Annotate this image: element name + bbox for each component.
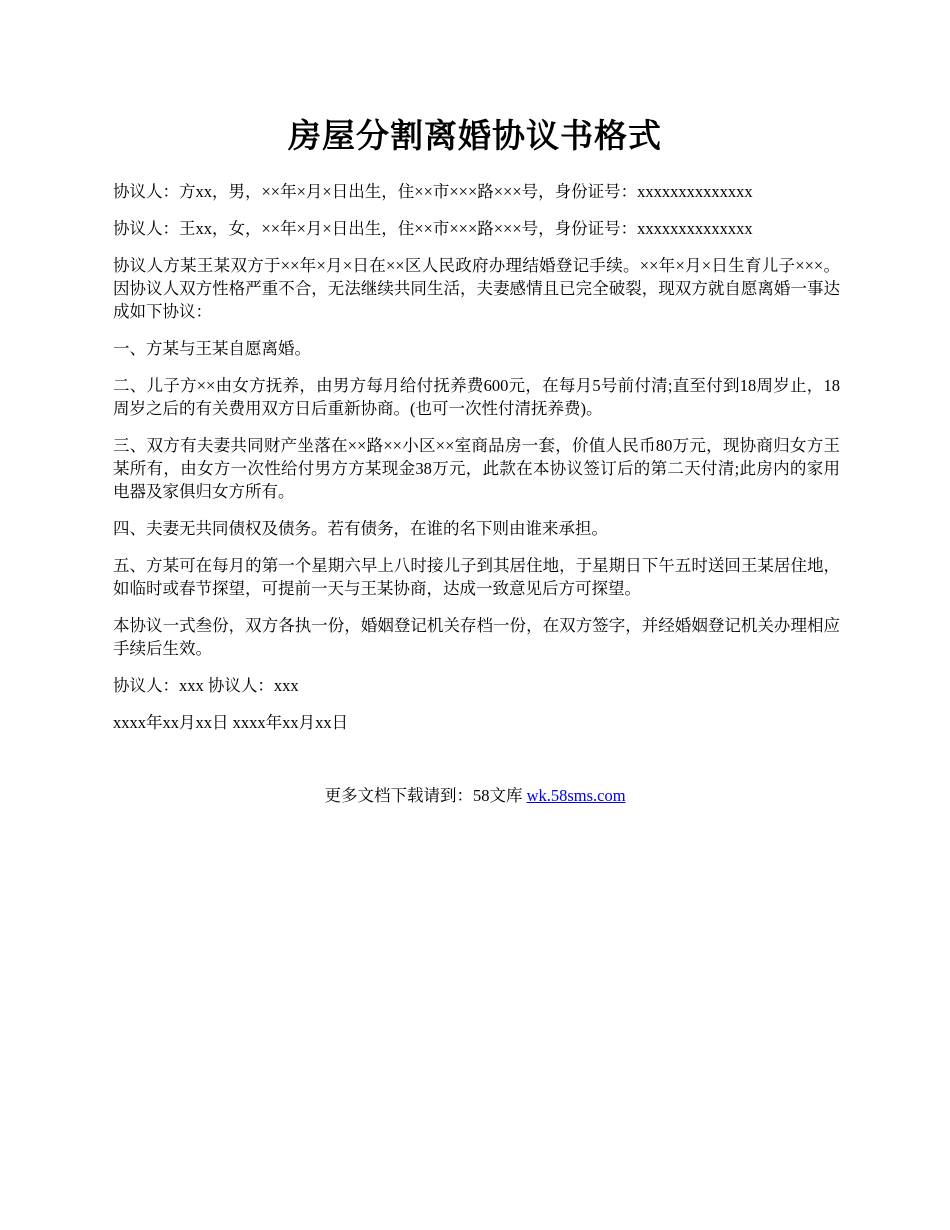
document-title: 房屋分割离婚协议书格式 (288, 116, 662, 155)
document-body (113, 180, 840, 748)
clause-1: 一、方某与王某自愿离婚。 (113, 339, 311, 358)
effectiveness-paragraph: 本协议一式叁份，双方各执一份，婚姻登记机关存档一份，在双方签字，并经婚姻登记机关办理相应手续后生效。 (113, 616, 840, 658)
party-two-info: 协议人：王xx，女，××年×月×日出生，住××市×××路×××号，身份证号：xxxxxxxxxxxxxx (113, 219, 753, 238)
clause-4: 四、夫妻无共同债权及债务。若有债务，在谁的名下则由谁来承担。 (113, 519, 608, 538)
preamble-paragraph: 协议人方某王某双方于××年×月×日在××区人民政府办理结婚登记手续。××年×月×日生育儿子×××。因协议人双方性格严重不合，无法继续共同生活，夫妻感情且已完全破裂，现双方就自愿离婚一事达成如下协议： (113, 256, 840, 321)
download-footer (0, 784, 950, 807)
clause-2: 二、儿子方××由女方抚养，由男方每月给付抚养费600元，在每月5号前付清;直至付到18周岁止，18周岁之后的有关费用双方日后重新协商。(也可一次性付清抚养费)。 (113, 376, 840, 418)
clause-3: 三、双方有夫妻共同财产坐落在××路××小区××室商品房一套，价值人民币80万元，现协商归女方王某所有，由女方一次性给付男方方某现金38万元，此款在本协议签订后的第二天付清;此房内的家用电器及家俱归女方所有。 (113, 436, 840, 501)
date-line: xxxx年xx月xx日 xxxx年xx月xx日 (113, 713, 349, 732)
footer-link[interactable]: wk.58sms.com (526, 786, 626, 805)
signature-line: 协议人：xxx 协议人：xxx (113, 676, 299, 695)
footer-text: 更多文档下载请到：58文库 (324, 786, 527, 805)
clause-5: 五、方某可在每月的第一个星期六早上八时接儿子到其居住地，于星期日下午五时送回王某居住地，如临时或春节探望，可提前一天与王某协商，达成一致意见后方可探望。 (113, 556, 840, 598)
party-one-info: 协议人：方xx，男，××年×月×日出生，住××市×××路×××号，身份证号：xxxxxxxxxxxxxx (113, 182, 753, 201)
